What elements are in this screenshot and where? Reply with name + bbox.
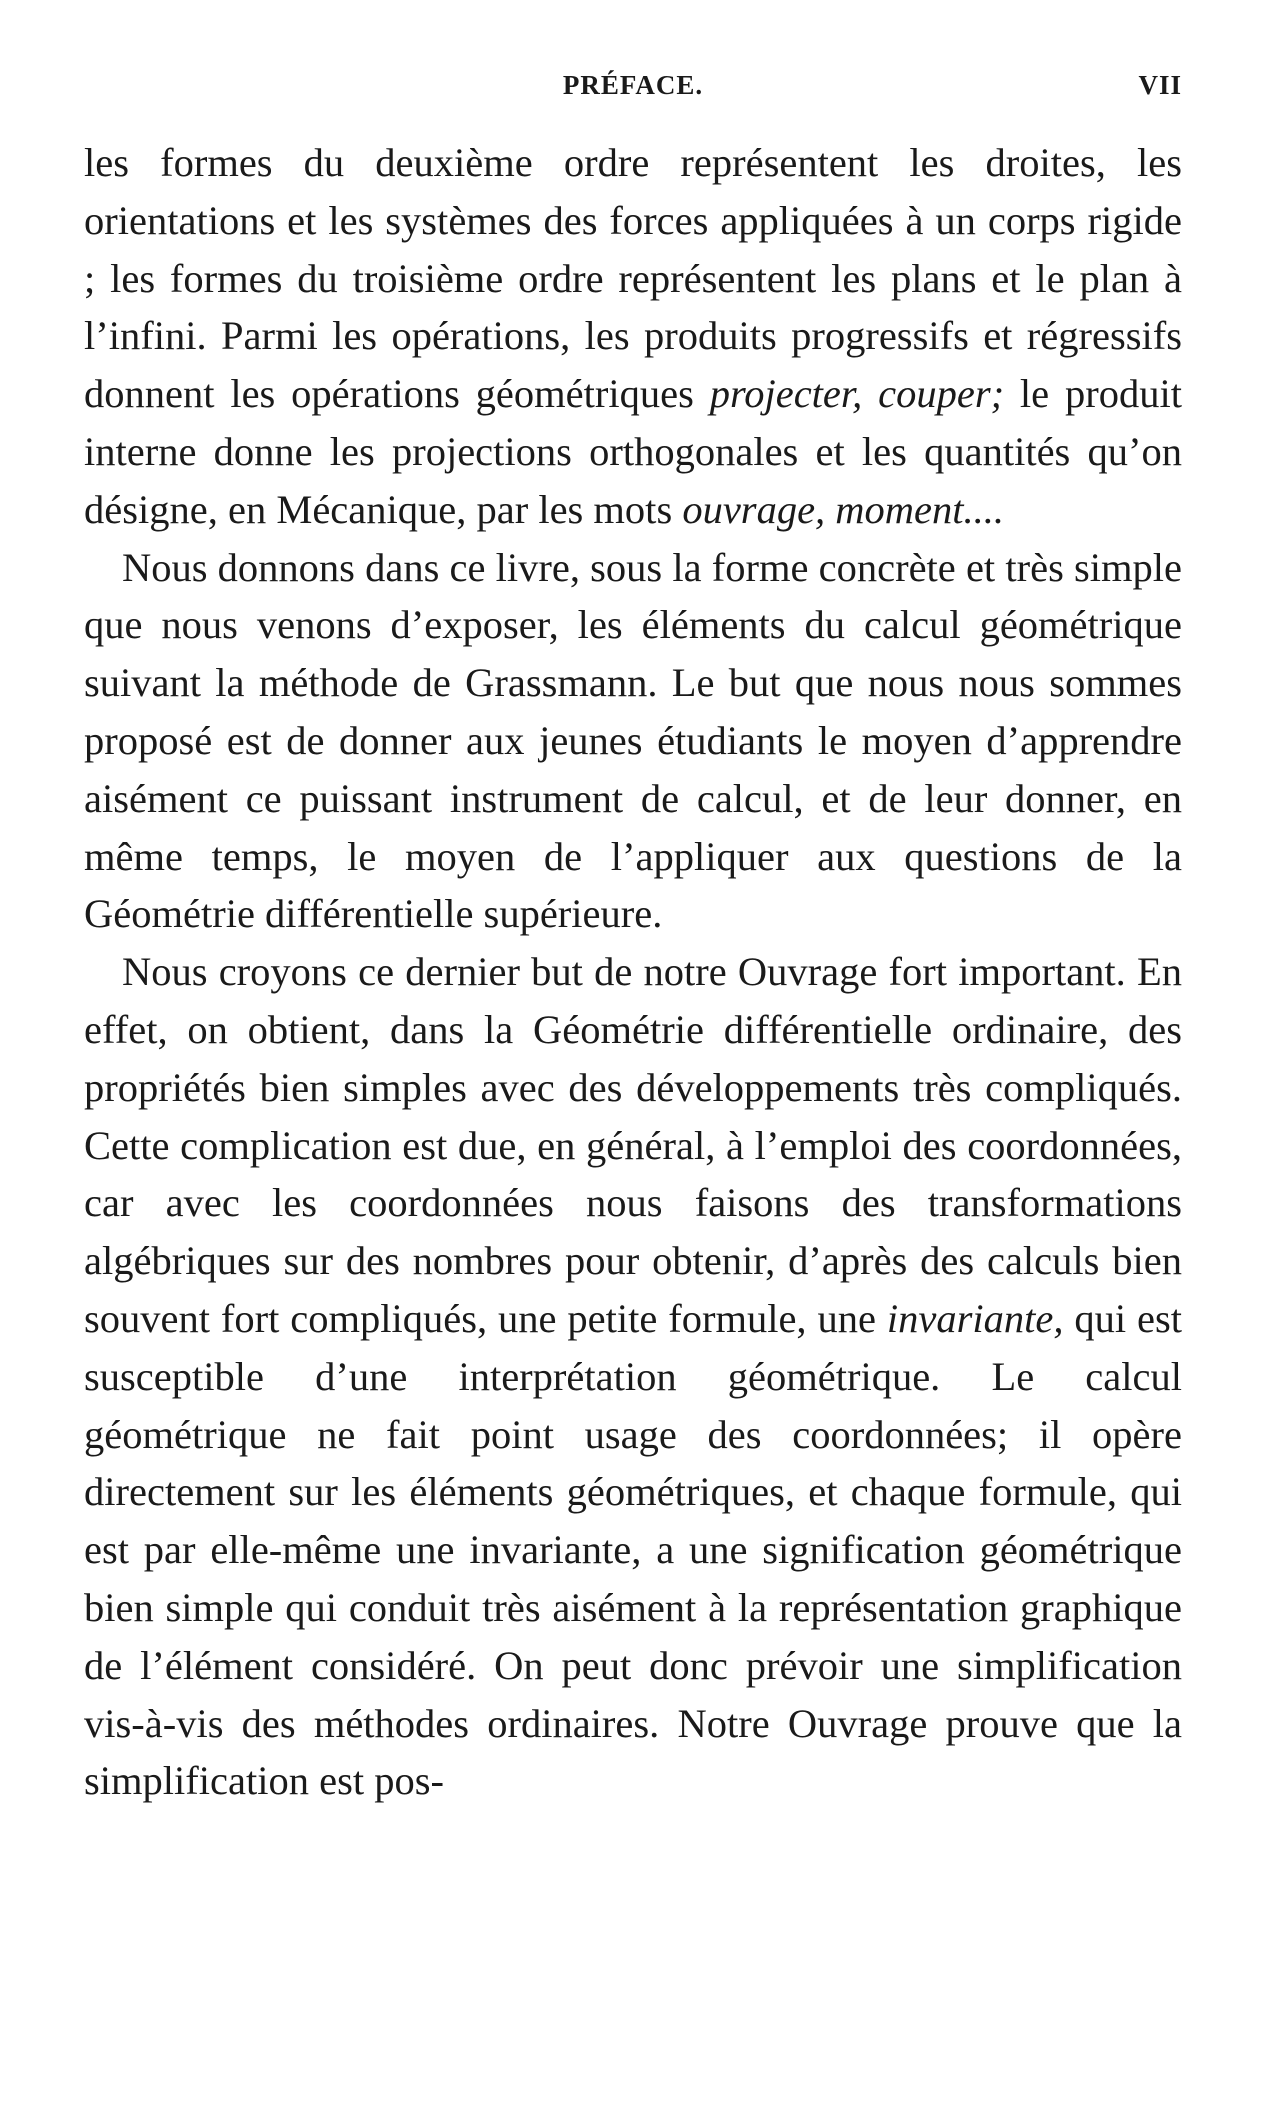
- page-number: VII: [1138, 70, 1182, 100]
- text-run: qui est susceptible d’une interprétation géométrique. Le calcul géométrique ne fait point usage des coordonnées; il opère directement sur les éléments géométriques, et chaque formule, qui est par elle-même une invariante, a une signification géométrique bien simple qui conduit très aisément à la représentation graphique de l’élément considéré. On peut donc prévoir une simplification vis-à-vis des méthodes ordinaires. Notre Ouvrage prouve que la simplification est pos-: [84, 1295, 1182, 1804]
- italic-term: invariante,: [886, 1295, 1064, 1341]
- running-head: [84, 70, 1182, 104]
- text-run: Nous croyons ce dernier but de notre Ouvrage fort important. En effet, on obtient, dans la Géométrie différentielle ordinaire, des propriétés bien simples avec des développements très compliqués. Cette complication est due, en général, à l’emploi des coordonnées, car avec les coordonnées nous faisons des transformations algébriques sur des nombres pour obtenir, d’après des calculs bien souvent fort compliqués, une petite formule, une: [84, 949, 1182, 1341]
- running-title: PRÉFACE.: [562, 70, 704, 100]
- paragraph-3: [84, 943, 1182, 1810]
- italic-term: projecter, couper;: [709, 371, 1005, 417]
- text-run: les formes du deuxième ordre représentent les droites, les orientations et les systèmes des forces appliquées à un corps rigide ; les formes du troisième ordre représentent les plans et le plan à l’infini. Parmi les opérations, les produits progressifs et régressifs donnent les opérations géométriques: [84, 140, 1182, 417]
- body-text: [84, 134, 1182, 1810]
- text-run: le produit interne donne les projections orthogonales et les quantités qu’on désigne, en Mécanique, par les mots: [84, 371, 1182, 532]
- paragraph-1: [84, 134, 1182, 539]
- italic-term: ouvrage, moment....: [682, 486, 1005, 532]
- paragraph-2: Nous donnons dans ce livre, sous la forme concrète et très simple que nous venons d’exposer, les éléments du calcul géométrique suivant la méthode de Grassmann. Le but que nous nous sommes proposé est de donner aux jeunes étudiants le moyen d’apprendre aisément ce puissant instrument de calcul, et de leur donner, en même temps, le moyen de l’appliquer aux questions de la Géométrie différentielle supérieure.: [84, 544, 1182, 937]
